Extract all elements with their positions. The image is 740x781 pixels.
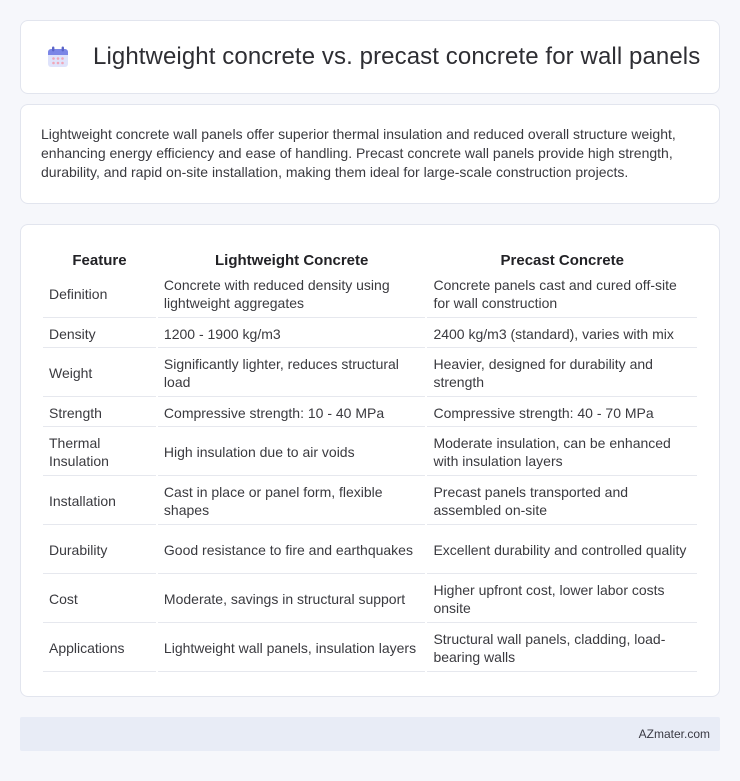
footer-site-link[interactable]: AZmater.com [638,727,710,741]
table-row [43,350,697,397]
lightweight-cell: Cast in place or panel form, flexible shapes [158,478,426,525]
feature-cell: Definition [43,271,156,318]
comparison-table-card [20,224,720,697]
header-precast: Precast Concrete [500,252,624,269]
table-row [43,320,697,348]
title-card [20,20,720,94]
table-row [43,399,697,427]
page-title: Lightweight concrete vs. precast concrete for wall panels [93,43,701,70]
precast-cell: Compressive strength: 40 - 70 MPa [427,399,697,427]
comparison-table [41,245,699,674]
lightweight-cell: Lightweight wall panels, insulation layers [158,625,426,672]
table-row [43,429,697,476]
table-row [43,625,697,672]
table-row [43,478,697,525]
calendar-icon [45,44,71,70]
lightweight-cell: Significantly lighter, reduces structural load [158,350,426,397]
lightweight-cell: High insulation due to air voids [158,429,426,476]
summary-card [20,104,720,204]
precast-cell: Excellent durability and controlled quality [427,527,697,574]
table-row [43,271,697,318]
header-feature: Feature [72,252,127,269]
feature-cell: Installation [43,478,156,525]
lightweight-cell: Compressive strength: 10 - 40 MPa [158,399,426,427]
precast-cell: Heavier, designed for durability and strength [427,350,697,397]
precast-cell: 2400 kg/m3 (standard), varies with mix [427,320,697,348]
feature-cell: Durability [43,527,156,574]
precast-cell: Concrete panels cast and cured off-site for wall construction [427,271,697,318]
footer [20,717,720,751]
precast-cell: Higher upfront cost, lower labor costs onsite [427,576,697,623]
feature-cell: Cost [43,576,156,623]
lightweight-cell: Moderate, savings in structural support [158,576,426,623]
header-lightweight: Lightweight Concrete [215,252,369,269]
table-row [43,527,697,574]
lightweight-cell: 1200 - 1900 kg/m3 [158,320,426,348]
precast-cell: Structural wall panels, cladding, load-bearing walls [427,625,697,672]
feature-cell: Strength [43,399,156,427]
summary-text: Lightweight concrete wall panels offer superior thermal insulation and reduced overall structure weight, enhancing energy efficiency and ease of handling. Precast concrete wall panels provide high strength, durability, and rapid on-site installation, making them ideal for large-scale construction projects. [41,126,676,180]
lightweight-cell: Concrete with reduced density using lightweight aggregates [158,271,426,318]
precast-cell: Moderate insulation, can be enhanced with insulation layers [427,429,697,476]
feature-cell: Thermal Insulation [43,429,156,476]
precast-cell: Precast panels transported and assembled on-site [427,478,697,525]
lightweight-cell: Good resistance to fire and earthquakes [158,527,426,574]
table-header-row [43,247,697,269]
feature-cell: Applications [43,625,156,672]
table-row [43,576,697,623]
feature-cell: Weight [43,350,156,397]
feature-cell: Density [43,320,156,348]
